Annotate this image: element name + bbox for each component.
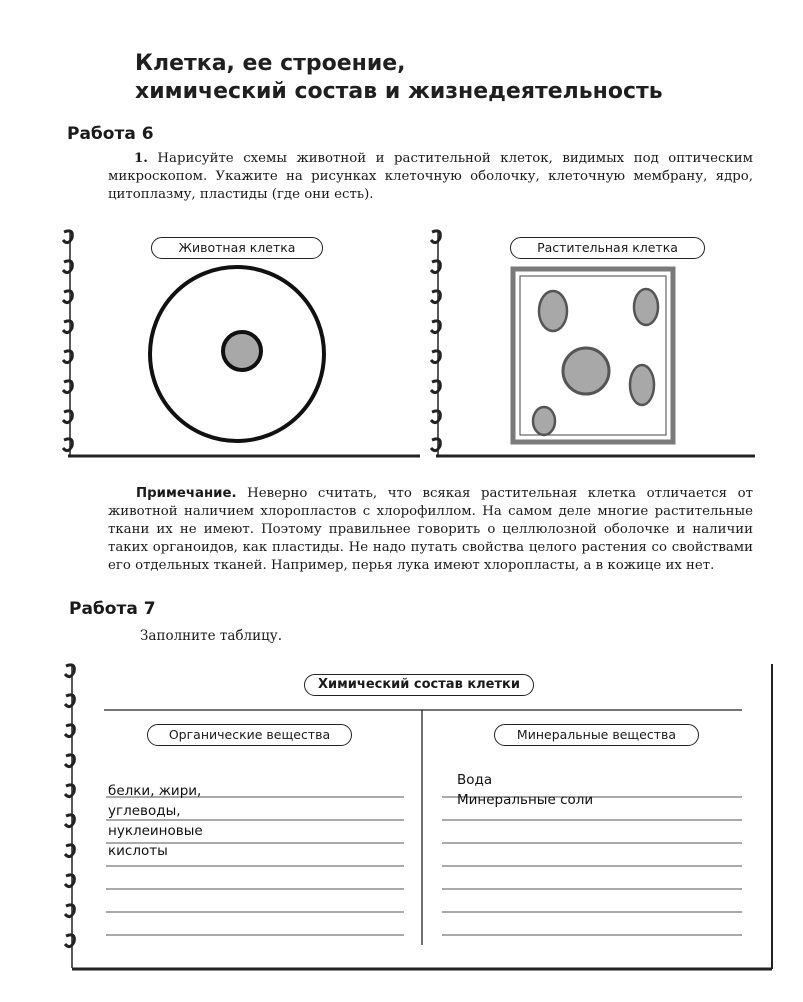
organic-answer-line-2[interactable]: углеводы, (108, 803, 181, 819)
spiral-binding-table (65, 665, 74, 947)
mineral-answer-line-2[interactable]: Минеральные соли (457, 792, 594, 808)
work6-heading: Работа 6 (67, 124, 154, 144)
animal-cell-label: Животная клетка (151, 237, 323, 259)
table-title: Химический состав клетки (304, 674, 534, 696)
task-body: Нарисуйте схемы животной и растительной клеток, видимых под оптическим микроскопом. Укажите на рисунках клеточную оболочку, клеточную мембрану, ядро, цитоплазму, пластиды (где они есть). (108, 151, 753, 202)
work7-instruction: Заполните таблицу. (140, 628, 283, 644)
plant-cell-label: Растительная клетка (510, 237, 705, 259)
organic-answer-line-4[interactable]: кислоты (108, 843, 168, 859)
page-title-line-2: химический состав и жизнедеятельность (135, 79, 663, 104)
work7-heading: Работа 7 (69, 599, 156, 619)
mineral-writing-lines (442, 797, 742, 935)
column-header-mineral: Минеральные вещества (494, 724, 699, 746)
organic-answer-line-1[interactable]: белки, жири, (108, 783, 202, 799)
task-number: 1. (134, 151, 148, 166)
organic-answer-line-3[interactable]: нуклеиновые (108, 823, 203, 839)
note-label: Примечание. (136, 486, 237, 501)
column-header-organic: Органические вещества (147, 724, 352, 746)
mineral-answer-line-1[interactable]: Вода (457, 772, 493, 788)
page-title-line-1: Клетка, ее строение, (135, 51, 406, 76)
note-text: Неверно считать, что всякая растительная клетка отличается от животной наличием хлоропластов с хлорофиллом. На самом деле многие растительные ткани их не имеют. Поэтому правильнее говорить о целлюлозной оболочке и наличии таких органоидов, как пластиды. Не надо путать свойства целого растения со свойствами его отдельных тканей. Например, перья лука имеют хлоропласты, а в кожице их нет. (108, 486, 753, 573)
